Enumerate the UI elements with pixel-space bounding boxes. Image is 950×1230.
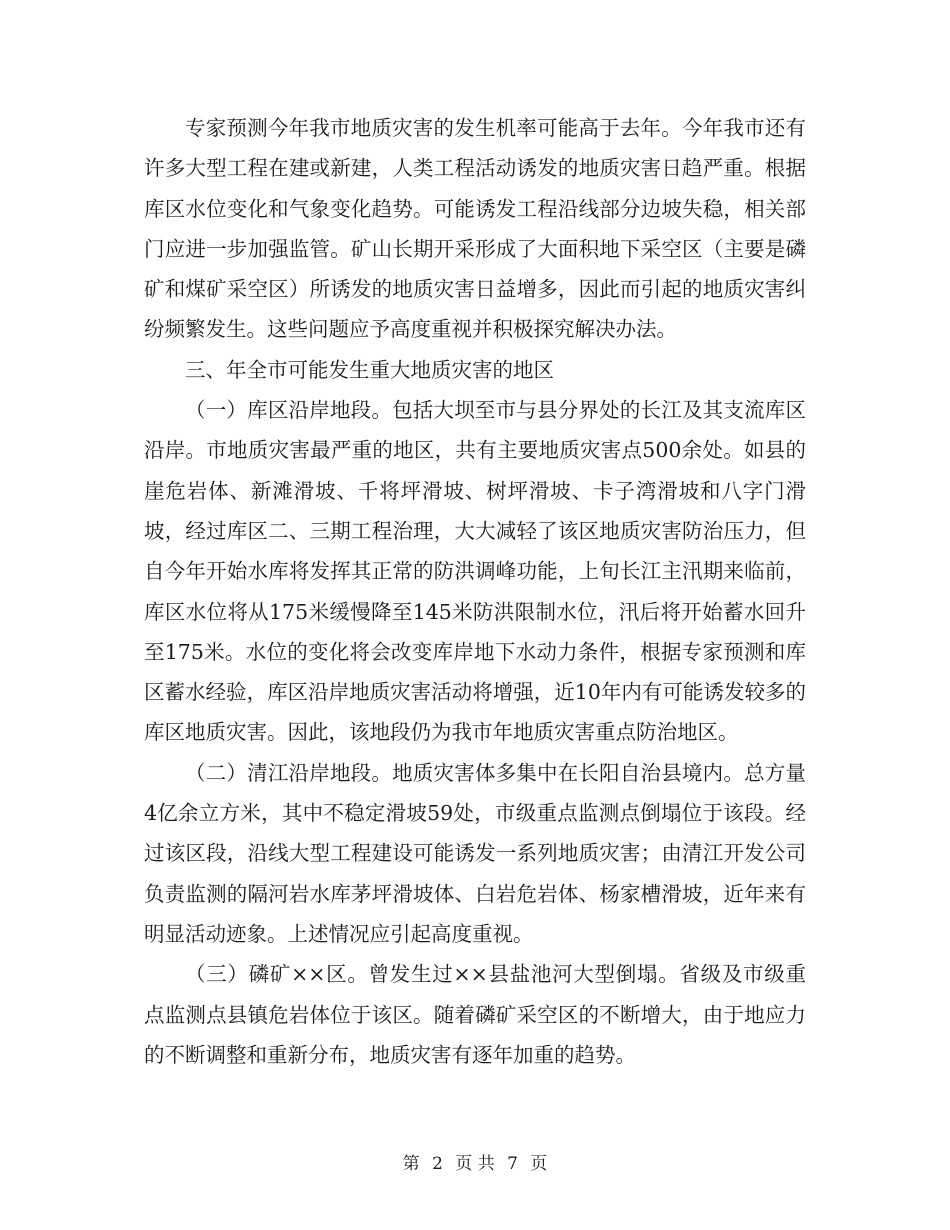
paragraph-reservoir-area: （一）库区沿岸地段。包括大坝至市与县分界处的长江及其支流库区沿岸。市地质灾害最严重的地区，共有主要地质灾害点500余处。如县的崖危岩体、新滩滑坡、千将坪滑坡、树坪滑坡、卡子湾滑坡和八字门滑坡，经过库区二、三期工程治理，大大减轻了该区地质灾害防治压力，但自今年开始水库将发挥其正常的防洪调峰功能，上旬长江主汛期来临前，库区水位将从175米缓慢降至145米防洪限制水位，汛后将开始蓄水回升至175米。水位的变化将会改变库岸地下水动力条件，根据专家预测和库区蓄水经验，库区沿岸地质灾害活动将增强，近10年内有可能诱发较多的库区地质灾害。因此，该地段仍为我市年地质灾害重点防治地区。 (144, 398, 806, 745)
footer-total-pages: 7 (507, 1154, 518, 1174)
footer-middle: 页 共 (455, 1154, 495, 1174)
paragraph-phosphate-mine: （三）磷矿××区。曾发生过××县盐池河大型倒塌。省级及市级重点监测点县镇危岩体位于该区。随着磷矿采空区的不断增大，由于地应力的不断调整和重新分布，地质灾害有逐年加重的趋势。 (144, 962, 806, 1067)
paragraph-forecast: 专家预测今年我市地质灾害的发生机率可能高于去年。今年我市还有许多大型工程在建或新建，人类工程活动诱发的地质灾害日趋严重。根据库区水位变化和气象变化趋势。可能诱发工程沿线部分边坡失稳，相关部门应进一步加强监管。矿山长期开采形成了大面积地下采空区（主要是磷矿和煤矿采空区）所诱发的地质灾害日益增多，因此而引起的地质灾害纠纷频繁发生。这些问题应予高度重视并积极探究解决办法。 (144, 116, 806, 342)
paragraph-qingjiang: （二）清江沿岸地段。地质灾害体多集中在长阳自治县境内。总方量4亿余立方米，其中不稳定滑坡59处，市级重点监测点倒塌位于该段。经过该区段，沿线大型工程建设可能诱发一系列地质灾害；由清江开发公司负责监测的隔河岩水库茅坪滑坡体、白岩危岩体、杨家槽滑坡，近年来有明显活动迹象。上述情况应引起高度重视。 (144, 760, 806, 946)
page-footer (0, 1152, 950, 1176)
section-heading: 三、年全市可能发生重大地质灾害的地区 (185, 357, 554, 382)
document-body (144, 108, 806, 1075)
footer-prefix: 第 (402, 1154, 420, 1174)
footer-page-number: 2 (432, 1154, 443, 1174)
footer-suffix: 页 (530, 1154, 548, 1174)
